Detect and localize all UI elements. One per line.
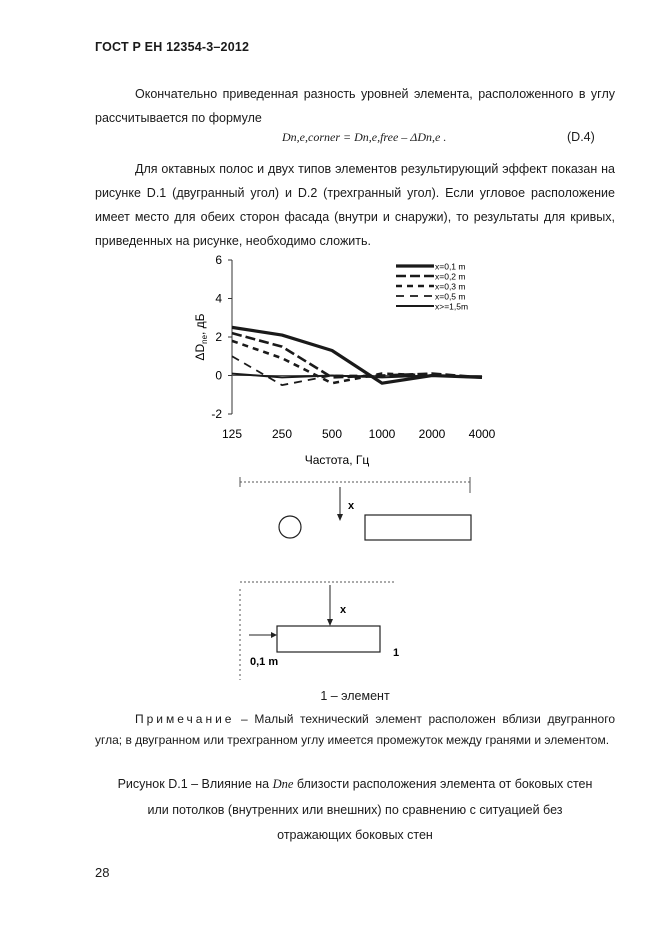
note-title: Примечание bbox=[135, 712, 235, 726]
y-axis-label bbox=[193, 313, 209, 360]
x-axis-label: Частота, Гц bbox=[304, 453, 370, 467]
y-axis-label-sub: ne bbox=[200, 334, 209, 344]
diagram-dihedral-bottom bbox=[235, 575, 415, 685]
series-line-2 bbox=[232, 333, 482, 377]
diagram-label-1: 1 bbox=[393, 647, 400, 659]
legend-label-3: x=0,3 m bbox=[435, 281, 466, 292]
x-tick-label: 4000 bbox=[468, 427, 496, 441]
series-line-5 bbox=[232, 374, 482, 378]
diagram-arrowhead bbox=[337, 514, 343, 521]
figure-caption-line1 bbox=[95, 777, 615, 792]
y-tick-label: -2 bbox=[211, 407, 222, 421]
diagram-label-x-bottom: x bbox=[340, 604, 347, 616]
y-tick-label: 0 bbox=[215, 368, 222, 383]
legend-label-4: x=0,5 m bbox=[435, 291, 466, 302]
legend-label-5: x>=1,5m bbox=[435, 301, 469, 312]
diagram-dihedral-top bbox=[235, 475, 475, 555]
y-axis-label-unit: , дБ bbox=[193, 313, 207, 335]
x-tick-label: 250 bbox=[271, 427, 293, 441]
figure-caption-line2: или потолков (внутренних или внешних) по сравнению с ситуацией без bbox=[147, 803, 563, 817]
x-tick-label: 125 bbox=[221, 427, 243, 441]
note-paragraph bbox=[95, 709, 615, 751]
note-text: – Малый технический элемент расположен вблизи двугранного угла; в двугранном или трехгранном углу имеется промежуток между гранями и элементом. bbox=[95, 712, 615, 747]
document-header: ГОСТ Р ЕН 12354-3–2012 bbox=[95, 40, 250, 54]
legend-label-2: x=0,2 m bbox=[435, 271, 466, 282]
body-paragraph: Для октавных полос и двух типов элементов результирующий эффект показан на рисунке D.1 (двугранный угол) и D.2 (трехгранный угол). Если угловое расположение имеет место для обеих сторон фасада (внутри и снаружи), то результаты для кривых, приведенных на рисунке, необходимо сложить. bbox=[95, 162, 615, 248]
chart-legend bbox=[396, 262, 468, 312]
figure-caption-symbol: Dne bbox=[272, 777, 294, 791]
diagram-label-x: x bbox=[348, 500, 355, 512]
diagram-element-circle bbox=[279, 516, 301, 538]
diagram-arrowhead-bottom bbox=[327, 619, 333, 626]
diagram-label-dist: 0,1 m bbox=[250, 656, 279, 668]
diagram-element-rect bbox=[365, 515, 471, 540]
x-tick-label: 2000 bbox=[418, 427, 446, 441]
chart-series-group bbox=[232, 327, 482, 385]
series-line-4 bbox=[232, 356, 482, 385]
y-tick-label: 4 bbox=[215, 291, 222, 306]
y-axis-label-main: ΔD bbox=[193, 343, 207, 361]
y-tick-label: 6 bbox=[215, 253, 222, 267]
frequency-chart bbox=[180, 250, 520, 470]
intro-paragraph: Окончательно приведенная разность уровней элемента, расположенного в углу рассчитывается по формуле bbox=[95, 87, 615, 125]
formula-d4: Dn,e,corner = Dn,e,free – ΔDn,e . bbox=[282, 130, 447, 144]
page-number: 28 bbox=[95, 865, 110, 880]
x-tick-label: 500 bbox=[321, 427, 343, 441]
figure-caption-line3: отражающих боковых стен bbox=[277, 828, 433, 842]
figure-caption-before: Рисунок D.1 – Влияние на bbox=[117, 777, 273, 791]
legend-caption: 1 – элемент bbox=[320, 689, 390, 703]
legend-label-1: x=0,1 m bbox=[435, 261, 466, 272]
x-tick-label: 1000 bbox=[368, 427, 396, 441]
figure-caption-after: близости расположения элемента от боковых стен bbox=[293, 777, 593, 791]
formula-number: (D.4) bbox=[567, 130, 595, 144]
diagram-element-rect-bottom bbox=[277, 626, 380, 652]
diagram-gap-arrowhead bbox=[271, 632, 277, 638]
y-tick-label: 2 bbox=[215, 330, 222, 344]
